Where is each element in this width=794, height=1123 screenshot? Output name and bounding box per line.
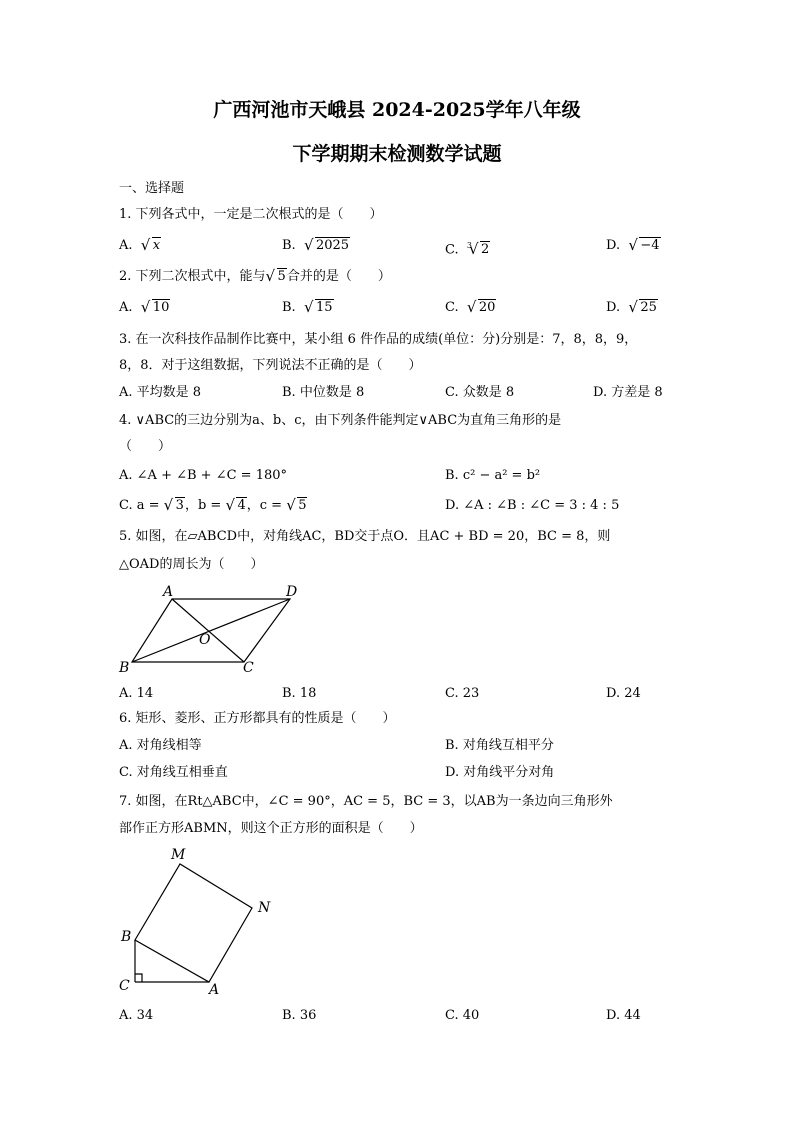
page-title-line2: 下学期期末检测数学试题 — [292, 143, 502, 165]
q7-option-d: D. 44 — [606, 1008, 641, 1023]
q5-option-d: D. 24 — [606, 686, 641, 701]
q7-label-c: C — [119, 978, 130, 994]
q2-option-c: C. √ 20 — [445, 299, 496, 317]
q5-option-b: B. 18 — [282, 686, 317, 701]
q7-label-a: A — [209, 982, 220, 998]
q7-stem-line1: 7. 如图，在Rt△ABC中，∠C = 90°，AC = 5，BC = 3，以AB为一条边向三角形外 — [119, 794, 613, 809]
q6-option-d: D. 对角线平分对角 — [445, 765, 555, 780]
q1-option-c: C. $^3$√ 2 — [445, 237, 490, 259]
q5-stem-line1: 5. 如图，在▱ABCD中，对角线AC，BD交于点O．且AC + BD = 20，BC = 8，则 — [119, 529, 611, 544]
q5-parallelogram-figure — [110, 580, 320, 680]
q7-label-b: B — [121, 929, 132, 945]
q3-stem-line1: 3. 在一次科技作品制作比赛中，某小组 6 件作品的成绩(单位：分)分别是：7，8，8，9， — [119, 332, 638, 347]
q3-option-c: C. 众数是 8 — [445, 385, 515, 400]
q1-option-d: D. √ −4 — [606, 237, 661, 255]
q4-stem-line1: 4. ∨ABC的三边分别为a、b、c，由下列条件能判定∨ABC为直角三角形的是 — [119, 413, 562, 428]
q7-square-figure — [110, 842, 290, 1002]
q5-option-a: A. 14 — [119, 686, 154, 701]
q5-stem-line2: △OAD的周长为（ ） — [119, 557, 264, 572]
q4-option-c: C. a = √ 3，b = √ 4，c = √ 5 — [119, 497, 307, 515]
q5-label-a: A — [163, 584, 174, 600]
q7-label-m: M — [171, 847, 186, 863]
q7-option-a: A. 34 — [119, 1008, 154, 1023]
q6-stem: 6. 矩形、菱形、正方形都具有的性质是（ ） — [119, 711, 396, 726]
q2-stem: 2. 下列二次根式中，能与√ 5合并的是（ ） — [119, 268, 391, 286]
q4-stem-line2: （ ） — [119, 439, 172, 454]
section-heading: 一、选择题 — [119, 181, 185, 196]
q4-option-d: D. ∠A : ∠B : ∠C = 3 : 4 : 5 — [445, 498, 620, 513]
q1-stem: 1. 下列各式中，一定是二次根式的是（ ） — [119, 207, 383, 222]
q3-stem-line2: 8，8．对于这组数据，下列说法不正确的是（ ） — [119, 358, 422, 373]
q5-label-c: C — [243, 660, 254, 676]
q2-option-d: D. √ 25 — [606, 299, 658, 317]
q3-option-d: D. 方差是 8 — [593, 385, 663, 400]
q4-option-a: A. ∠A + ∠B + ∠C = 180° — [119, 468, 288, 483]
page-title-line1: 广西河池市天峨县 2024-2025学年八年级 — [213, 99, 581, 121]
q7-option-c: C. 40 — [445, 1008, 480, 1023]
q3-option-b: B. 中位数是 8 — [282, 385, 365, 400]
q5-label-b: B — [119, 660, 130, 676]
q1-option-b: B. √ 2025 — [282, 237, 350, 255]
q7-stem-line2: 部作正方形ABMN，则这个正方形的面积是（ ） — [119, 821, 423, 836]
q7-option-b: B. 36 — [282, 1008, 317, 1023]
q6-option-a: A. 对角线相等 — [119, 738, 202, 753]
q6-option-b: B. 对角线互相平分 — [445, 738, 554, 753]
q1-option-a: A. √ x — [119, 237, 161, 255]
q7-label-n: N — [258, 900, 271, 916]
q6-option-c: C. 对角线互相垂直 — [119, 765, 228, 780]
q2-option-a: A. √ 10 — [119, 299, 170, 317]
q5-option-c: C. 23 — [445, 686, 480, 701]
q3-option-a: A. 平均数是 8 — [119, 385, 202, 400]
q2-option-b: B. √ 15 — [282, 299, 334, 317]
q5-label-o: O — [199, 632, 211, 648]
q5-label-d: D — [286, 584, 298, 600]
q4-option-b: B. c² − a² = b² — [445, 468, 541, 483]
